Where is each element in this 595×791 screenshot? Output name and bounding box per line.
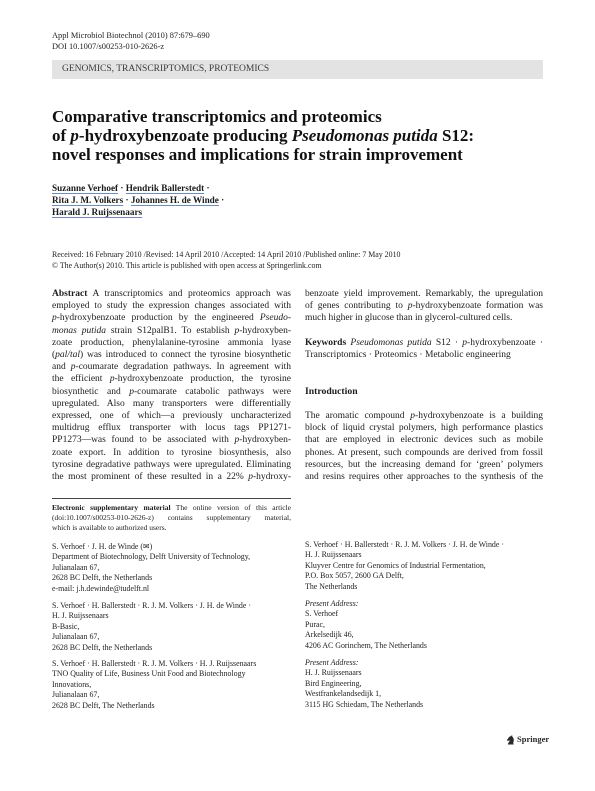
affiliation-line [305,620,543,630]
text-run: multidrug efflux transporter with locus tags PP1271- [52,423,291,434]
text-run: benzoate yield improvement. Remarkably, the upregulation [305,289,543,299]
introduction-line [305,447,543,459]
text-run: -hydroxyben- [239,325,292,336]
italic-text: p [248,472,253,483]
affiliation-line [305,540,543,550]
text-run: biosynthetic and [52,386,130,397]
affiliation-line [305,582,543,592]
abstract-line [52,361,291,373]
text-run: and [52,362,71,373]
text-run: S. Verhoef · H. Ballerstedt · R. J. M. Volkers · H. J. Ruijssenaars [52,659,257,668]
affiliation-line [305,689,543,699]
italic-text: Pseudomonas putida [291,125,438,145]
text-run: -hydroxybenzoate formation was [412,301,544,312]
footnote-line [52,523,291,533]
italic-text: p [462,337,468,348]
text-run: much higher in glucose than in glycerol-cultured cells. [305,313,513,324]
italic-text: Pseudo- [259,313,291,324]
text-run: phones. At present, such compounds are derived from fossil [305,447,543,458]
affiliation-line [52,632,291,642]
abstract-line [52,410,291,422]
affiliation-block [52,601,291,653]
text-run: S12: [437,125,475,145]
text-run: 2628 BC Delft, The Netherlands [52,700,155,710]
keywords-line [305,337,543,349]
text-run: S. Verhoef [305,609,339,619]
italic-text: p [407,301,413,312]
affiliation-line [305,679,543,689]
italic-text: p [70,362,76,373]
author-name-link[interactable]: Suzanne Verhoef [52,182,119,193]
text-run: Department of Biotechnology, Delft University of Technology, [52,552,251,562]
abstract-line [52,422,291,434]
bold-label: Electronic supplementary material [52,503,171,512]
abstract-line [305,300,543,312]
text-run: -hydroxybenzoate · [467,337,543,348]
text-run: resources, but the increasing demand for ‘green’ polymers [305,459,543,470]
text-run: · [123,194,131,205]
affiliation-block [52,659,291,711]
title-line [52,107,474,126]
affiliation-block [52,542,291,594]
italic-text: monas putida [52,325,107,336]
footnote-line [52,503,291,513]
abstract-column-right [305,288,543,325]
affiliation-line [305,550,543,560]
text-run: H. J. Ruijssenaars [305,668,362,678]
title-line [52,126,474,145]
affiliation-line [52,601,291,611]
text-run: the efficient [52,374,110,385]
text-run: ( [52,350,56,361]
introduction-text [305,410,543,483]
abstract-line [52,349,291,361]
text-run: employed to study the expression changes associated with [52,301,291,312]
affiliation-line [52,701,291,711]
introduction-line [305,459,543,471]
text-run: novel responses and implications for strain improvement [52,144,463,164]
text-run: The Netherlands [305,581,358,591]
affiliation-line [52,584,291,594]
text-run: -hydroxybenzoate production, the tyrosine [114,374,291,385]
italic-text: pal/tal [55,350,80,361]
text-run: Arkelsedijk 46, [305,630,354,640]
italic-text: Present Address: [305,658,359,667]
italic-text: p [234,435,240,446]
affiliation-line [52,611,291,621]
text-run: -coumarate degradation pathways. In agreement with [75,362,291,373]
article-title [52,107,474,164]
springer-knight-icon [506,734,515,745]
text-run: Westfrankelandsedijk 1, [305,689,382,699]
text-run: The aromatic compound [305,411,411,421]
keywords [305,337,543,361]
publication-dates: Received: 16 February 2010 /Revised: 14 April 2010 /Accepted: 14 April 2010 /Published online: 7 May 2010 [52,249,401,259]
footnote-line [52,513,291,523]
text-run: S. Verhoef · H. Ballerstedt · R. J. M. Volkers · J. H. de Winde · [305,540,504,549]
section-label: GENOMICS, TRANSCRIPTOMICS, PROTEOMICS [62,64,270,74]
affiliation-line [52,690,291,700]
abstract-line [52,288,291,300]
author-list [52,182,224,219]
italic-text: p [234,325,240,336]
section-banner [52,60,543,79]
text-run: S. Verhoef · J. H. de Winde (✉) [52,542,153,551]
footnote-rule [52,498,291,499]
section-heading-introduction: Introduction [305,385,358,397]
affiliation-line [52,542,291,552]
abstract-line [52,447,291,459]
text-run: S. Verhoef · H. Ballerstedt · R. J. M. Volkers · J. H. de Winde · [52,601,251,610]
abstract-line [52,312,291,324]
text-run: · [204,182,210,193]
text-run: block of liquid crystal polymers, high performance plastics [305,423,543,434]
text-run: 3115 HG Schiedam, The Netherlands [305,699,424,709]
affiliation-line [305,641,543,651]
abstract-line [52,373,291,385]
abstract-line [52,325,291,337]
open-access-notice: © The Author(s) 2010. This article is published with open access at Springerlink.com [52,260,322,270]
author-name-link[interactable]: Johannes H. de Winde [130,194,219,205]
text-run: · [118,182,126,193]
text-run: Kluyver Centre for Genomics of Industrial Fermentation, [305,560,486,570]
abstract-line [52,337,291,349]
italic-text: Present Address: [305,599,359,608]
affiliation-line [305,668,543,678]
text-run: Purac, [305,619,325,629]
text-run: 2628 BC Delft, the Netherlands [52,573,153,583]
text-run: Transcriptomics · Proteomics · Metabolic engineering [305,350,511,360]
text-run: S12 · [431,337,463,348]
title-line [52,145,474,164]
italic-text: p [129,386,134,397]
text-run: -hydroxybenzoate is a building [415,411,543,421]
introduction-line [305,422,543,434]
text-run: 4206 AC Gorinchem, The Netherlands [305,640,427,650]
affiliation-line [305,609,543,619]
text-run: strain S12palB1. To establish [106,325,235,336]
supplementary-material-note [52,503,291,534]
affiliation-line [52,563,291,573]
text-run: zoate production, phenylalanine-tyrosine ammonia lyase [52,337,291,348]
text-run: Innovations, [52,679,92,689]
affiliation-line [305,571,543,581]
springer-logo [506,733,549,745]
text-run: H. J. Ruijssenaars [52,611,109,621]
abstract-line [52,434,291,446]
affiliation-line [52,552,291,562]
abstract-line [305,312,543,324]
italic-text: p [109,374,115,385]
abstract-column-left [52,288,291,483]
present-address-block [305,658,543,710]
text-run: the most prominent of these resulted in a 22% [52,472,249,483]
journal-header [52,30,210,52]
abstract-line [52,386,291,398]
affiliation-line [305,700,543,710]
article-history [52,249,400,271]
text-run: and resins requires other approaches to the synthesis of the [305,472,543,483]
abstract-line [52,471,291,483]
italic-text: p [52,313,57,324]
text-run: which is available to authorized users. [52,523,167,533]
italic-text: p [70,125,79,145]
abstract-line [52,459,291,471]
author-name-link[interactable]: Hendrik Ballerstedt [125,182,205,193]
text-run: TNO Quality of Life, Business Unit Food and Biotechnology [52,669,246,679]
italic-text: p [410,411,416,421]
text-run: -hydroxybenzoate production by the engineered [56,313,260,324]
affiliation-line [305,630,543,640]
bold-label: Keywords [305,337,347,348]
affiliation-line [52,669,291,679]
text-run: A transcriptomics and proteomics approach was [87,289,291,299]
text-run: B-Basic, [52,621,80,631]
text-run: Bird Engineering, [305,678,362,688]
text-run: -hydroxyben- [239,435,291,446]
text-run: tyrosine degradative pathways were upregulated. Eliminating [52,459,291,470]
text-run: H. J. Ruijssenaars [305,550,362,560]
introduction-line [305,410,543,422]
author-line [52,182,224,194]
publisher-name: Springer [517,734,550,744]
affiliation-line [305,561,543,571]
affiliation-line [52,622,291,632]
present-address-block [305,599,543,651]
bold-label: Abstract [52,289,88,299]
italic-text: Pseudomonas putida [350,337,432,348]
journal-citation: Appl Microbiol Biotechnol (2010) 87:679–690 [52,31,210,40]
affiliation-line [52,573,291,583]
text-run: upregulated. Also many transporters were differentially [52,398,291,409]
text-run: The online version of this article [170,503,291,512]
introduction-line [305,434,543,446]
text-run: Julianalaan 67, [52,562,100,572]
text-run: Comparative transcriptomics and proteomics [52,106,382,126]
keywords-line [305,349,543,361]
affiliation-line [305,599,543,609]
text-run: -hydroxybenzoate producing [78,125,292,145]
text-run: that are employed in electronic devices such as mobile [305,435,543,446]
affiliation-block [305,540,543,592]
author-line [52,194,224,206]
abstract-line [52,300,291,312]
affiliation-line [305,658,543,668]
introduction-line [305,471,543,483]
affiliation-line [52,659,291,669]
text-run: -coumarate catabolic pathways were [134,386,291,397]
text-run: of genes contributing to [305,301,408,312]
author-name-link[interactable]: Harald J. Ruijssenaars [52,207,143,218]
text-run: P.O. Box 5057, 2600 GA Delft, [305,571,404,581]
text-run: (doi:10.1007/s00253-010-2626-z) contains supplementary material, [52,513,291,523]
text-run: of [52,125,71,145]
text-run: 2628 BC Delft, the Netherlands [52,642,153,652]
affiliation-line [52,680,291,690]
text-run: zoate export. In addition to tyrosine biosynthesis, also [52,447,291,458]
text-run: · [218,194,225,205]
author-name-link[interactable]: Rita J. M. Volkers [52,194,124,205]
text-run: -hydroxy- [253,472,291,483]
text-run: e-mail: j.h.dewinde@tudelft.nl [52,583,150,593]
abstract-line [52,398,291,410]
text-run: Julianalaan 67, [52,690,100,700]
text-run: ) was introduced to connect the tyrosine biosynthetic [79,350,291,361]
abstract-line [305,288,543,300]
text-run: PP1273—was found to be associated with [52,435,235,446]
author-line [52,206,224,218]
text-run: Julianalaan 67, [52,632,100,642]
text-run: expressed, one of which—a previously uncharacterized [52,411,291,422]
doi-line: DOI 10.1007/s00253-010-2626-z [52,42,165,51]
affiliation-line [52,643,291,653]
